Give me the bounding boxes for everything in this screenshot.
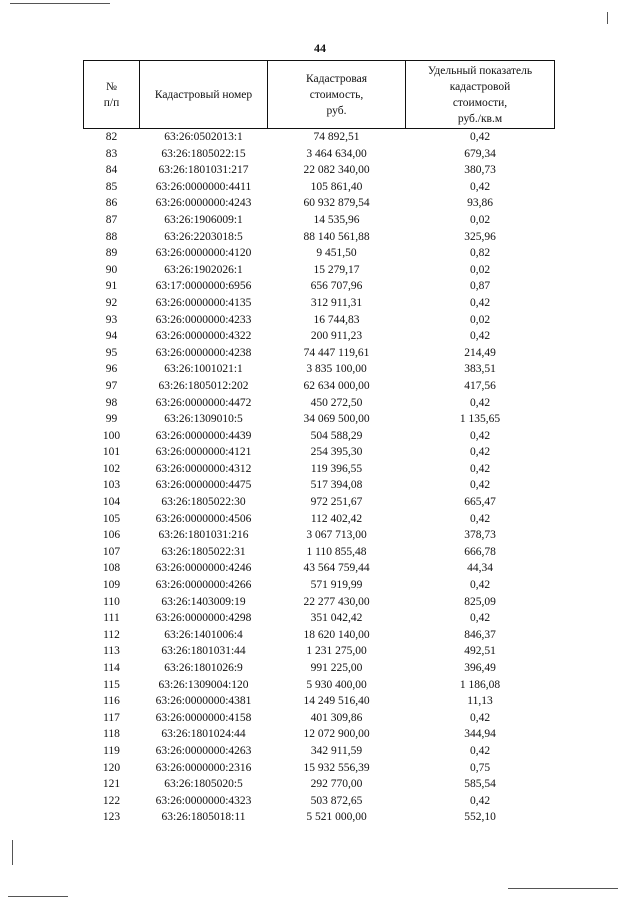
table-row — [84, 577, 555, 594]
specific-indicator: 0,42 — [469, 744, 491, 757]
row-number: 118 — [103, 728, 120, 741]
cadastral-number: 63:26:1801024:44 — [161, 728, 246, 741]
row-number: 94 — [105, 330, 118, 343]
cadastral-number: 63:26:0000000:4243 — [155, 197, 252, 210]
table-row — [84, 295, 555, 312]
specific-indicator: 585,54 — [464, 778, 496, 791]
cadastral-value: 972 251,67 — [310, 496, 363, 509]
cadastral-number: 63:26:1801026:9 — [164, 662, 243, 674]
table-row — [84, 610, 555, 627]
scan-mark-left — [12, 840, 13, 865]
table-row — [84, 560, 555, 577]
specific-indicator: 0,87 — [469, 280, 491, 293]
cadastral-number: 63:26:0000000:4233 — [155, 313, 252, 326]
row-number: 104 — [102, 496, 121, 509]
cadastral-number: 63:26:0000000:4238 — [155, 346, 252, 359]
table-row — [84, 378, 555, 395]
table-row — [84, 477, 555, 494]
table-row — [84, 809, 555, 826]
table-row — [84, 793, 555, 810]
table-row — [84, 129, 555, 146]
cadastral-value: 991 225,00 — [310, 662, 363, 674]
cadastral-number: 63:26:1805022:31 — [161, 545, 246, 558]
row-number: 117 — [103, 711, 120, 724]
row-number: 91 — [105, 280, 118, 293]
row-number: 103 — [102, 479, 121, 492]
cadastral-value: 22 277 430,00 — [303, 595, 370, 608]
cadastral-number: 63:26:0000000:4323 — [155, 794, 252, 807]
row-number: 102 — [102, 462, 121, 475]
table-row — [84, 328, 555, 345]
table-row — [84, 594, 555, 611]
specific-indicator: 378,73 — [464, 529, 496, 542]
row-number: 84 — [105, 164, 118, 177]
cadastral-value: 312 911,31 — [310, 296, 363, 309]
specific-indicator: 0,42 — [469, 296, 491, 309]
table-row — [84, 693, 555, 710]
cadastral-number: 63:26:1401006:4 — [164, 628, 243, 641]
cadastral-value: 200 911,23 — [310, 330, 363, 343]
cadastral-value: 14 535,96 — [313, 213, 360, 226]
row-number: 99 — [105, 413, 118, 426]
table-row — [84, 345, 555, 362]
row-number: 116 — [103, 695, 120, 708]
cadastral-number: 63:26:0000000:4263 — [155, 744, 252, 757]
table-row — [84, 162, 555, 179]
cadastral-number: 63:26:1801031:217 — [158, 164, 249, 177]
cadastral-value: 105 861,40 — [310, 180, 363, 193]
cadastral-number: 63:26:0000000:4475 — [155, 479, 252, 492]
table-row — [84, 229, 555, 246]
specific-indicator: 846,37 — [464, 628, 496, 641]
table-row — [84, 494, 555, 511]
table-row — [84, 146, 555, 163]
row-number: 108 — [102, 562, 121, 575]
scan-mark-bottom-left — [8, 896, 68, 897]
cadastral-value: 9 451,50 — [316, 247, 357, 260]
row-number: 95 — [105, 346, 118, 359]
row-number: 83 — [105, 147, 118, 160]
row-number: 88 — [105, 230, 118, 243]
specific-indicator: 0,42 — [469, 579, 491, 592]
row-number: 87 — [105, 213, 118, 226]
cadastral-value: 342 911,59 — [310, 744, 363, 757]
cadastral-value: 503 872,65 — [310, 794, 363, 807]
table-row — [84, 395, 555, 412]
specific-indicator: 0,42 — [469, 180, 491, 193]
cadastral-value: 18 620 140,00 — [303, 628, 370, 641]
specific-indicator: 396,49 — [464, 662, 496, 674]
specific-indicator: 665,47 — [464, 496, 496, 509]
cadastral-value: 22 082 340,00 — [303, 164, 370, 177]
specific-indicator: 0,42 — [469, 479, 491, 492]
cadastral-number: 63:26:1309004:120 — [158, 678, 249, 691]
cadastral-value: 15 932 556,39 — [303, 761, 370, 774]
cadastral-value: 401 309,86 — [310, 711, 363, 724]
cadastral-number: 63:26:0000000:4135 — [155, 296, 252, 309]
table-row — [84, 660, 555, 677]
cadastral-number: 63:26:0000000:2316 — [155, 761, 252, 774]
row-number: 121 — [102, 778, 121, 791]
table-row — [84, 278, 555, 295]
table-header-row — [84, 61, 555, 129]
table-row — [84, 179, 555, 196]
cadastral-value: 3 835 100,00 — [306, 363, 367, 376]
specific-indicator: 214,49 — [464, 346, 496, 359]
header-cadastral-value: Кадастровая стоимость, руб. — [268, 61, 406, 129]
row-number: 113 — [103, 645, 120, 658]
specific-indicator: 0,02 — [469, 213, 491, 226]
row-number: 97 — [105, 379, 118, 392]
page-number: 44 — [314, 41, 326, 55]
cadastral-number: 63:26:1001021:1 — [164, 363, 243, 376]
table-row — [84, 677, 555, 694]
cadastral-number: 63:26:1309010:5 — [164, 413, 243, 426]
cadastral-value: 62 634 000,00 — [303, 379, 370, 392]
table-row — [84, 643, 555, 660]
cadastral-value: 60 932 879,54 — [303, 197, 370, 210]
row-number: 114 — [103, 662, 120, 674]
row-number: 111 — [103, 612, 120, 625]
cadastral-value: 656 707,96 — [310, 280, 363, 293]
cadastral-value: 351 042,42 — [310, 612, 363, 625]
cadastral-value: 450 272,50 — [310, 396, 363, 409]
row-number: 82 — [105, 131, 118, 143]
cadastral-value: 5 521 000,00 — [306, 811, 367, 824]
cadastral-number: 63:26:0000000:4266 — [155, 579, 252, 592]
table-row — [84, 710, 555, 727]
specific-indicator: 0,42 — [469, 612, 491, 625]
cadastral-number: 63:26:1805012:202 — [158, 379, 249, 392]
cadastral-number: 63:17:0000000:6956 — [155, 280, 252, 293]
specific-indicator: 0,42 — [469, 396, 491, 409]
table-row — [84, 428, 555, 445]
cadastral-value: 1 231 275,00 — [306, 645, 367, 658]
row-number: 119 — [103, 744, 120, 757]
specific-indicator: 0,42 — [469, 462, 491, 475]
table-row — [84, 776, 555, 793]
table-row — [84, 743, 555, 760]
cadastral-number: 63:26:1906009:1 — [164, 213, 243, 226]
header-cadastral-number: Кадастровый номер — [140, 61, 268, 129]
specific-indicator: 0,42 — [469, 512, 491, 525]
cadastral-value: 1 110 855,48 — [306, 545, 367, 558]
specific-indicator: 0,42 — [469, 330, 491, 343]
specific-indicator: 380,73 — [464, 164, 496, 177]
table-row — [84, 245, 555, 262]
cadastral-value: 43 564 759,44 — [303, 562, 370, 575]
row-number: 100 — [102, 429, 121, 442]
row-number: 101 — [102, 446, 121, 459]
cadastral-value: 12 072 900,00 — [303, 728, 370, 741]
cadastral-table — [83, 60, 555, 826]
cadastral-number: 63:26:1805018:11 — [161, 811, 246, 824]
row-number: 107 — [102, 545, 121, 558]
table-row — [84, 195, 555, 212]
cadastral-number: 63:26:1801031:216 — [158, 529, 249, 542]
specific-indicator: 417,56 — [464, 379, 496, 392]
specific-indicator: 1 186,08 — [459, 678, 501, 691]
cadastral-value: 3 067 713,00 — [306, 529, 367, 542]
specific-indicator: 11,13 — [467, 695, 493, 708]
specific-indicator: 383,51 — [464, 363, 496, 376]
header-specific-indicator: Удельный показатель кадастровой стоимости, руб./кв.м — [406, 61, 555, 129]
specific-indicator: 344,94 — [464, 728, 496, 741]
specific-indicator: 0,42 — [469, 429, 491, 442]
cadastral-number: 63:26:1403009:19 — [161, 595, 246, 608]
cadastral-number: 63:26:0000000:4411 — [155, 180, 252, 193]
cadastral-number: 63:26:1805020:5 — [164, 778, 243, 791]
cadastral-number: 63:26:0000000:4298 — [155, 612, 252, 625]
row-number: 85 — [105, 180, 118, 193]
row-number: 93 — [105, 313, 118, 326]
table-row — [84, 411, 555, 428]
table-row — [84, 461, 555, 478]
cadastral-value: 112 402,42 — [310, 512, 363, 525]
specific-indicator: 0,42 — [469, 131, 491, 143]
specific-indicator: 0,82 — [469, 247, 491, 260]
row-number: 123 — [102, 811, 121, 824]
table-row — [84, 726, 555, 743]
specific-indicator: 0,42 — [469, 794, 491, 807]
table-row — [84, 444, 555, 461]
cadastral-number: 63:26:0502013:1 — [164, 131, 243, 143]
row-number: 98 — [105, 396, 118, 409]
cadastral-number: 63:26:0000000:4322 — [155, 330, 252, 343]
specific-indicator: 492,51 — [464, 645, 496, 658]
cadastral-value: 571 919,99 — [310, 579, 363, 592]
scan-mark-bottom-right — [508, 888, 618, 889]
cadastral-number: 63:26:2203018:5 — [164, 230, 243, 243]
specific-indicator: 825,09 — [464, 595, 496, 608]
specific-indicator: 0,02 — [469, 313, 491, 326]
row-number: 120 — [102, 761, 121, 774]
cadastral-value: 119 396,55 — [310, 462, 363, 475]
table-row — [84, 511, 555, 528]
cadastral-number: 63:26:1902026:1 — [164, 263, 243, 276]
specific-indicator: 0,42 — [469, 711, 491, 724]
table-row — [84, 627, 555, 644]
specific-indicator: 0,42 — [469, 446, 491, 459]
cadastral-value: 74 892,51 — [313, 131, 360, 143]
specific-indicator: 679,34 — [464, 147, 496, 160]
specific-indicator: 44,34 — [467, 562, 493, 575]
specific-indicator: 1 135,65 — [459, 413, 501, 426]
row-number: 112 — [103, 628, 120, 641]
scan-mark-top — [10, 3, 110, 4]
cadastral-value: 292 770,00 — [310, 778, 363, 791]
specific-indicator: 0,75 — [469, 761, 491, 774]
row-number: 86 — [105, 197, 118, 210]
cadastral-value: 3 464 634,00 — [306, 147, 367, 160]
cadastral-number: 63:26:0000000:4312 — [155, 462, 252, 475]
cadastral-value: 504 588,29 — [310, 429, 363, 442]
cadastral-number: 63:26:0000000:4158 — [155, 711, 252, 724]
row-number: 105 — [102, 512, 121, 525]
cadastral-number: 63:26:0000000:4472 — [155, 396, 252, 409]
cadastral-value: 254 395,30 — [310, 446, 363, 459]
cadastral-value: 14 249 516,40 — [303, 695, 370, 708]
specific-indicator: 552,10 — [464, 811, 496, 824]
specific-indicator: 93,86 — [467, 197, 493, 210]
cadastral-value: 15 279,17 — [313, 263, 360, 276]
cadastral-value: 5 930 400,00 — [306, 678, 367, 691]
cadastral-number: 63:26:1801031:44 — [161, 645, 246, 658]
specific-indicator: 0,02 — [469, 263, 491, 276]
table-row — [84, 312, 555, 329]
cadastral-value: 88 140 561,88 — [303, 230, 370, 243]
cadastral-number: 63:26:1805022:30 — [161, 496, 246, 509]
header-num: № п/п — [84, 61, 140, 129]
table-row — [84, 544, 555, 561]
table-row — [84, 527, 555, 544]
row-number: 109 — [102, 579, 121, 592]
cadastral-value: 34 069 500,00 — [303, 413, 370, 426]
row-number: 110 — [103, 595, 120, 608]
row-number: 90 — [105, 263, 118, 276]
row-number: 89 — [105, 247, 118, 260]
table-row — [84, 760, 555, 777]
cadastral-value: 16 744,83 — [313, 313, 360, 326]
specific-indicator: 666,78 — [464, 545, 496, 558]
row-number: 106 — [102, 529, 121, 542]
cadastral-number: 63:26:0000000:4120 — [155, 247, 252, 260]
specific-indicator: 325,96 — [464, 230, 496, 243]
table-row — [84, 361, 555, 378]
cadastral-value: 517 394,08 — [310, 479, 363, 492]
cadastral-number: 63:26:0000000:4246 — [155, 562, 252, 575]
row-number: 92 — [105, 296, 118, 309]
row-number: 115 — [103, 678, 120, 691]
scan-mark-right — [607, 12, 608, 24]
table-row — [84, 262, 555, 279]
cadastral-number: 63:26:0000000:4506 — [155, 512, 252, 525]
cadastral-number: 63:26:0000000:4121 — [155, 446, 252, 459]
row-number: 96 — [105, 363, 118, 376]
cadastral-number: 63:26:1805022:15 — [161, 147, 246, 160]
cadastral-number: 63:26:0000000:4381 — [155, 695, 252, 708]
cadastral-number: 63:26:0000000:4439 — [155, 429, 252, 442]
cadastral-value: 74 447 119,61 — [303, 346, 370, 359]
row-number: 122 — [102, 794, 121, 807]
table-row — [84, 212, 555, 229]
